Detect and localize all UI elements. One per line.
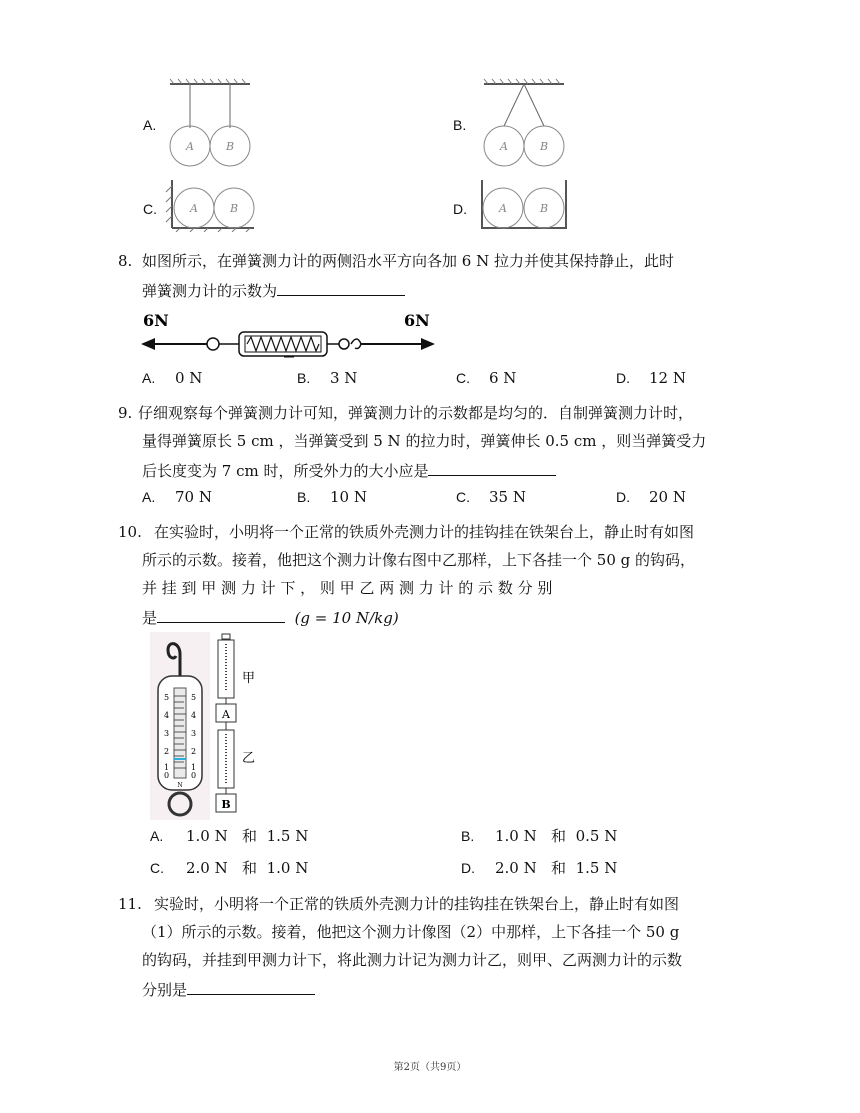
svg-text:B: B: [539, 140, 549, 153]
label-yi: 乙: [242, 751, 256, 766]
q9-line1: 仔细观察每个弹簧测力计可知，弹簧测力计的示数都是均匀的．自制弹簧测力计时，: [138, 404, 694, 422]
q11-number: 11.: [118, 895, 142, 913]
q10-option-c[interactable]: C.: [150, 860, 164, 876]
q8-number: 8.: [118, 252, 133, 270]
scale-left-3: 3: [164, 729, 170, 738]
q11-answer-blank[interactable]: [187, 978, 315, 995]
scale-left-1: 1: [164, 763, 170, 772]
scale-left-2: 2: [164, 747, 170, 756]
q10-option-a[interactable]: A.: [150, 828, 164, 844]
figure-7b: [478, 78, 570, 170]
svg-text:A: A: [500, 140, 508, 153]
page-footer: 第2页（共9页）: [393, 1062, 467, 1073]
q10-line2: 所示的示数。接着，他把这个测力计像右图中乙那样，上下各挂一个 50 g 的钩码，: [142, 551, 695, 569]
figure-10-spring-scale: [150, 632, 210, 820]
label-jia: 甲: [242, 671, 256, 686]
q11-line4: 分别是: [142, 978, 315, 1000]
scale-left-0: 0: [164, 771, 170, 780]
figure-10-jia-yi: [208, 632, 268, 816]
q8-option-d[interactable]: D.: [616, 370, 630, 386]
q9-number: 9.: [118, 404, 133, 422]
figure-8-left-label: 6N: [143, 311, 169, 330]
ball-b-label: B: [225, 140, 235, 153]
figure-7c: [164, 178, 256, 232]
svg-text:B: B: [539, 202, 549, 215]
scale-right-4: 4: [191, 711, 197, 720]
q8-answer-blank[interactable]: [277, 279, 405, 296]
q10-line3: 并 挂 到 甲 测 力 计 下 ， 则 甲 乙 两 测 力 计 的 示 数 分 别: [142, 579, 553, 597]
q11-line2: （1）所示的示数。接着，他把这个测力计像图（2）中那样，上下各挂一个 50 g: [142, 923, 680, 941]
option-b-letter: B.: [453, 117, 467, 133]
svg-text:A: A: [499, 202, 507, 215]
scale-right-3: 3: [191, 729, 197, 738]
q10-option-b[interactable]: B.: [461, 828, 475, 844]
figure-7a: [164, 78, 256, 170]
q9-option-a[interactable]: A.: [142, 489, 156, 505]
option-d-letter: D.: [453, 201, 467, 217]
q10-answer-blank[interactable]: [157, 606, 285, 623]
figure-7d: [478, 178, 570, 232]
q11-line1: 实验时，小明将一个正常的铁质外壳测力计的挂钩挂在铁架台上，静止时有如图: [154, 895, 680, 913]
q8-option-a[interactable]: A.: [142, 370, 156, 386]
scale-unit: N: [177, 782, 183, 789]
q9-option-d[interactable]: D.: [616, 489, 630, 505]
option-c-letter: C.: [143, 201, 157, 217]
weight-b-label: B: [221, 798, 231, 811]
q10-option-d[interactable]: D.: [461, 860, 475, 876]
scale-right-0: 0: [191, 771, 197, 780]
scale-right-5: 5: [191, 693, 197, 702]
ball-a-label: A: [186, 140, 194, 153]
q10-number: 10.: [118, 523, 142, 541]
q10-line4: 是 (g = 10 N/kg): [142, 606, 399, 628]
q9-line3: 后长度变为 7 cm 时，所受外力的大小应是: [142, 459, 556, 481]
q10-line1: 在实验时，小明将一个正常的铁质外壳测力计的挂钩挂在铁架台上，静止时有如图: [154, 523, 695, 541]
svg-text:B: B: [229, 202, 239, 215]
q8-line1: 如图所示，在弹簧测力计的两侧沿水平方向各加 6 N 拉力并使其保持静止，此时: [142, 252, 674, 270]
q8-option-b[interactable]: B.: [297, 370, 311, 386]
q8-line2: 弹簧测力计的示数为: [142, 279, 405, 301]
q9-answer-blank[interactable]: [428, 459, 556, 476]
q9-option-c[interactable]: C.: [456, 489, 470, 505]
scale-right-2: 2: [191, 747, 197, 756]
q8-option-c[interactable]: C.: [456, 370, 470, 386]
svg-text:A: A: [190, 202, 198, 215]
q11-line3: 的钩码，并挂到甲测力计下，将此测力计记为测力计乙，则甲、乙两测力计的示数: [142, 951, 683, 969]
weight-a-label: A: [222, 708, 230, 721]
q9-option-b[interactable]: B.: [297, 489, 311, 505]
figure-8-right-label: 6N: [404, 311, 430, 330]
scale-left-5: 5: [164, 693, 170, 702]
q9-line2: 量得弹簧原长 5 cm ，当弹簧受到 5 N 的拉力时，弹簧伸长 0.5 cm ，则当弹簧受力: [142, 432, 707, 450]
scale-right-1: 1: [191, 763, 197, 772]
figure-8-spring-scale: [139, 304, 439, 362]
option-a-letter: A.: [143, 117, 157, 133]
scale-left-4: 4: [164, 711, 170, 720]
